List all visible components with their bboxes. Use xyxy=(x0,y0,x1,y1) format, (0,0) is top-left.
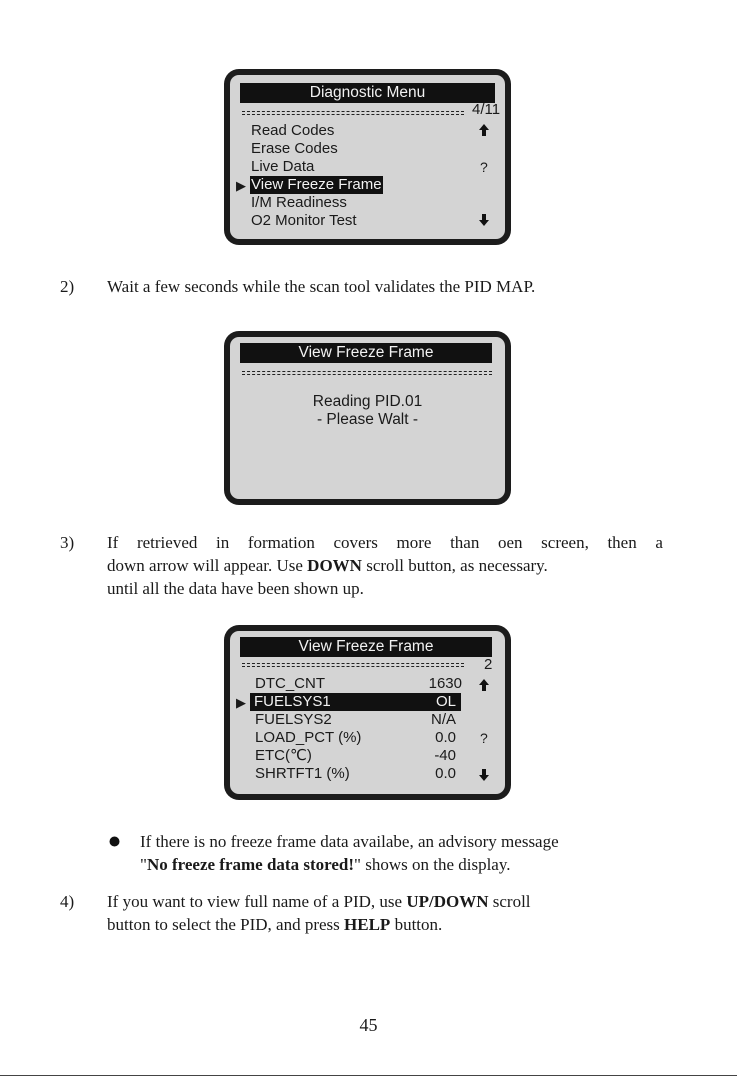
help-icon: ? xyxy=(480,159,488,175)
bullet-line-2 xyxy=(140,853,511,876)
scroll-down-arrow-icon xyxy=(479,769,489,781)
bullet-note xyxy=(105,830,665,878)
text: scroll button, as necessary. xyxy=(361,556,548,575)
freeze-frame-data-screen xyxy=(230,631,505,794)
diagnostic-menu-screen xyxy=(230,75,505,239)
page-bottom-rule xyxy=(0,1075,737,1076)
menu-item-read-codes[interactable]: Read Codes xyxy=(251,122,335,139)
screen-title: View Freeze Frame xyxy=(240,637,492,657)
bullet-line-1: If there is no freeze frame data availabe, an advisory message xyxy=(140,832,559,851)
updown-keyword: UP/DOWN xyxy=(406,892,489,911)
menu-item-o2-monitor-test[interactable]: O2 Monitor Test xyxy=(251,212,357,229)
word: than xyxy=(450,533,480,552)
text: If you want to view full name of a PID, use xyxy=(107,892,407,911)
word: more xyxy=(396,533,432,552)
step-3 xyxy=(60,531,665,601)
page-indicator: 4/11 xyxy=(472,101,501,118)
word: screen, xyxy=(541,533,589,552)
help-icon: ? xyxy=(480,730,488,746)
pid-value: 1630 xyxy=(428,675,462,692)
pid-value: 0.0 xyxy=(435,765,456,782)
step-3-line-1 xyxy=(107,531,663,554)
separator-line xyxy=(242,371,492,375)
word: a xyxy=(655,533,663,552)
text: button to select the PID, and press xyxy=(107,915,345,934)
word: covers xyxy=(333,533,378,552)
text: scroll xyxy=(488,892,531,911)
step-3-line-3: until all the data have been shown up. xyxy=(107,579,364,598)
step-4 xyxy=(60,890,665,938)
text: " shows on the display. xyxy=(354,855,511,874)
page-indicator: 2 xyxy=(484,656,493,673)
menu-item-live-data[interactable]: Live Data xyxy=(251,158,315,175)
help-keyword: HELP xyxy=(344,915,391,934)
word: then xyxy=(607,533,637,552)
text: " xyxy=(140,855,147,874)
pid-value: OL xyxy=(435,693,456,710)
pid-name-shrtft1[interactable]: SHRTFT1 (%) xyxy=(255,765,350,782)
separator-line xyxy=(242,663,464,667)
step-number: 4) xyxy=(60,892,75,911)
word: formation xyxy=(247,533,315,552)
pid-value: -40 xyxy=(434,747,456,764)
page-number: 45 xyxy=(359,1015,378,1035)
text: down arrow will appear. Use xyxy=(107,556,308,575)
scroll-up-arrow-icon xyxy=(479,679,489,691)
status-line-2: - Please Walt - xyxy=(316,411,419,428)
word: retrieved xyxy=(136,533,198,552)
scroll-up-arrow-icon xyxy=(479,124,489,136)
reading-pid-screen xyxy=(230,337,505,499)
pid-value: 0.0 xyxy=(435,729,456,746)
step-4-line-1 xyxy=(107,890,531,913)
word: in xyxy=(215,533,230,552)
menu-item-view-freeze-frame[interactable]: View Freeze Frame xyxy=(251,176,382,193)
scroll-down-arrow-icon xyxy=(479,214,489,226)
menu-item-erase-codes[interactable]: Erase Codes xyxy=(251,140,338,157)
advisory-message: No freeze frame data stored! xyxy=(146,855,355,874)
pid-value: N/A xyxy=(430,711,456,728)
selection-pointer: ▶ xyxy=(236,695,246,710)
text: button. xyxy=(390,915,443,934)
down-keyword: DOWN xyxy=(307,556,362,575)
menu-item-im-readiness[interactable]: I/M Readiness xyxy=(251,194,347,211)
step-4-line-2 xyxy=(107,913,442,936)
pid-name-etc[interactable]: ETC(℃) xyxy=(255,747,312,764)
step-3-line-2 xyxy=(107,554,548,577)
word: oen xyxy=(497,533,523,552)
pid-name-load-pct[interactable]: LOAD_PCT (%) xyxy=(255,729,362,746)
screen-title: Diagnostic Menu xyxy=(240,83,495,103)
pid-name-dtc-cnt[interactable]: DTC_CNT xyxy=(255,675,325,692)
bullet-dot-icon xyxy=(109,836,120,847)
step-number: 2) xyxy=(60,277,75,296)
step-number: 3) xyxy=(60,533,75,552)
separator-line xyxy=(242,111,464,115)
pid-name-fuelsys1[interactable]: FUELSYS1 xyxy=(250,693,461,711)
pid-name-fuelsys2[interactable]: FUELSYS2 xyxy=(255,711,332,728)
word: If xyxy=(107,533,119,552)
screen-title: View Freeze Frame xyxy=(240,343,492,363)
step-text: Wait a few seconds while the scan tool validates the PID MAP. xyxy=(107,277,536,296)
selection-pointer: ▶ xyxy=(236,178,246,193)
status-line-1: Reading PID.01 xyxy=(312,393,423,410)
